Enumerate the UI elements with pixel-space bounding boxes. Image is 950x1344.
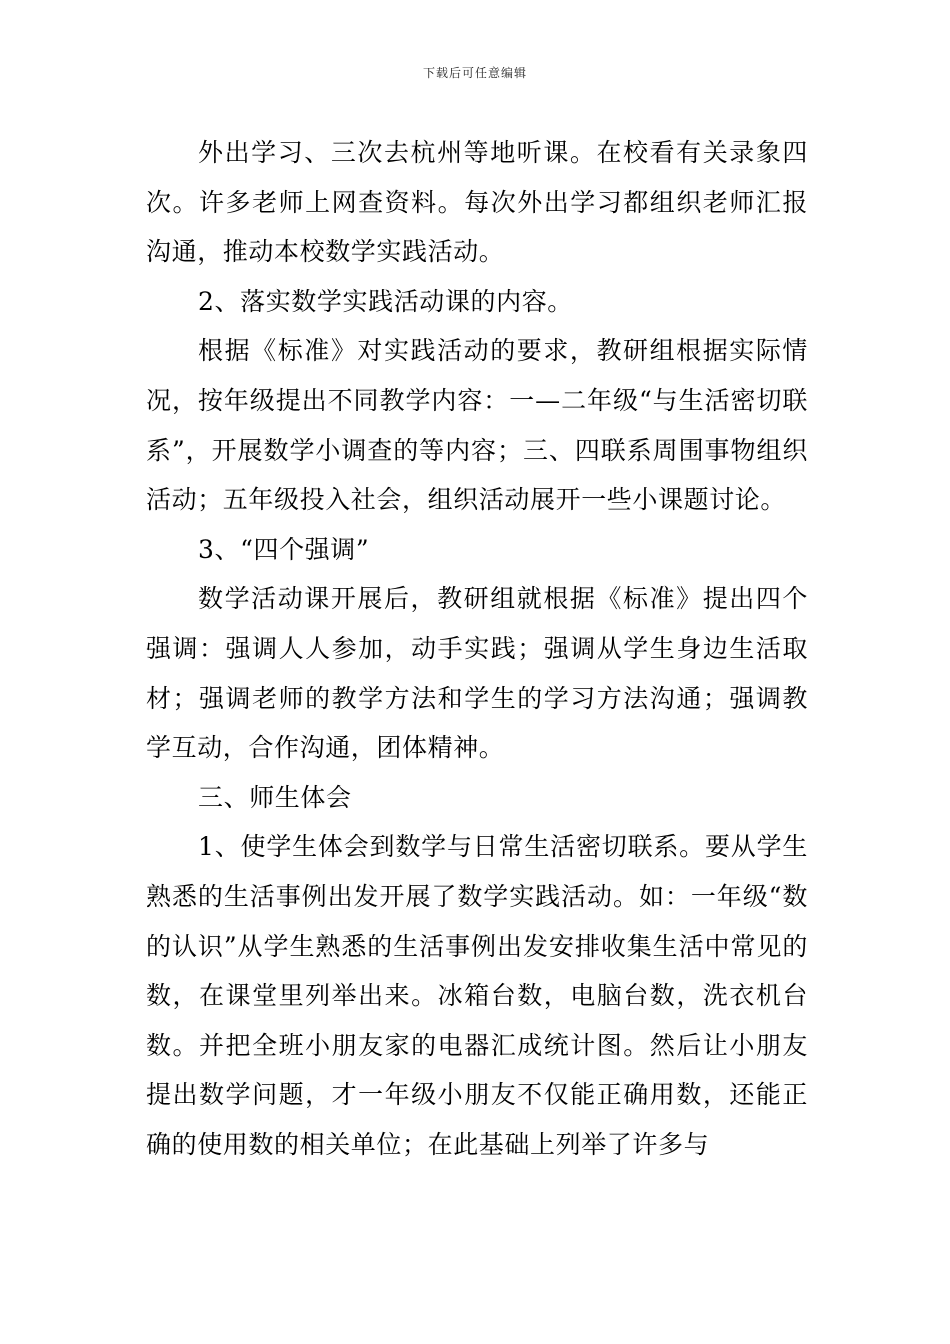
paragraph-4: 3、“四个强调” <box>198 534 370 564</box>
section-heading: 三、师生体会 <box>198 782 352 812</box>
paragraph-1: 外出学习、三次去杭州等地听课。在校看有关录象四次。许多老师上网查资料。每次外出学习都组织老师汇报沟通，推动本校数学实践活动。 <box>146 138 808 267</box>
paragraph-5: 数学活动课开展后，教研组就根据《标准》提出四个强调：强调人人参加，动手实践；强调从学生身边生活取材；强调老师的教学方法和学生的学习方法沟通；强调教学互动，合作沟通，团体精神。 <box>146 584 808 763</box>
paragraph-7: 1、使学生体会到数学与日常生活密切联系。要从学生熟悉的生活事例出发开展了数学实践活动。如：一年级“数的认识”从学生熟悉的生活事例出发安排收集生活中常见的数，在课堂里列举出来。冰箱台数，电脑台数，洗衣机台数。并把全班小朋友家的电器汇成统计图。然后让小朋友提出数学问题，才一年级小朋友不仅能正确用数，还能正确的使用数的相关单位；在此基础上列举了许多与 <box>146 832 808 1159</box>
paragraph-3: 根据《标准》对实践活动的要求，教研组根据实际情况，按年级提出不同教学内容：一—二年级“与生活密切联系”，开展数学小调查的等内容；三、四联系周围事物组织活动；五年级投入社会，组织活动展开一些小课题讨论。 <box>146 336 808 515</box>
page-header-note: 下载后可任意编辑 <box>422 66 527 80</box>
paragraph-2: 2、落实数学实践活动课的内容。 <box>198 286 573 316</box>
document-body <box>146 128 808 1169</box>
